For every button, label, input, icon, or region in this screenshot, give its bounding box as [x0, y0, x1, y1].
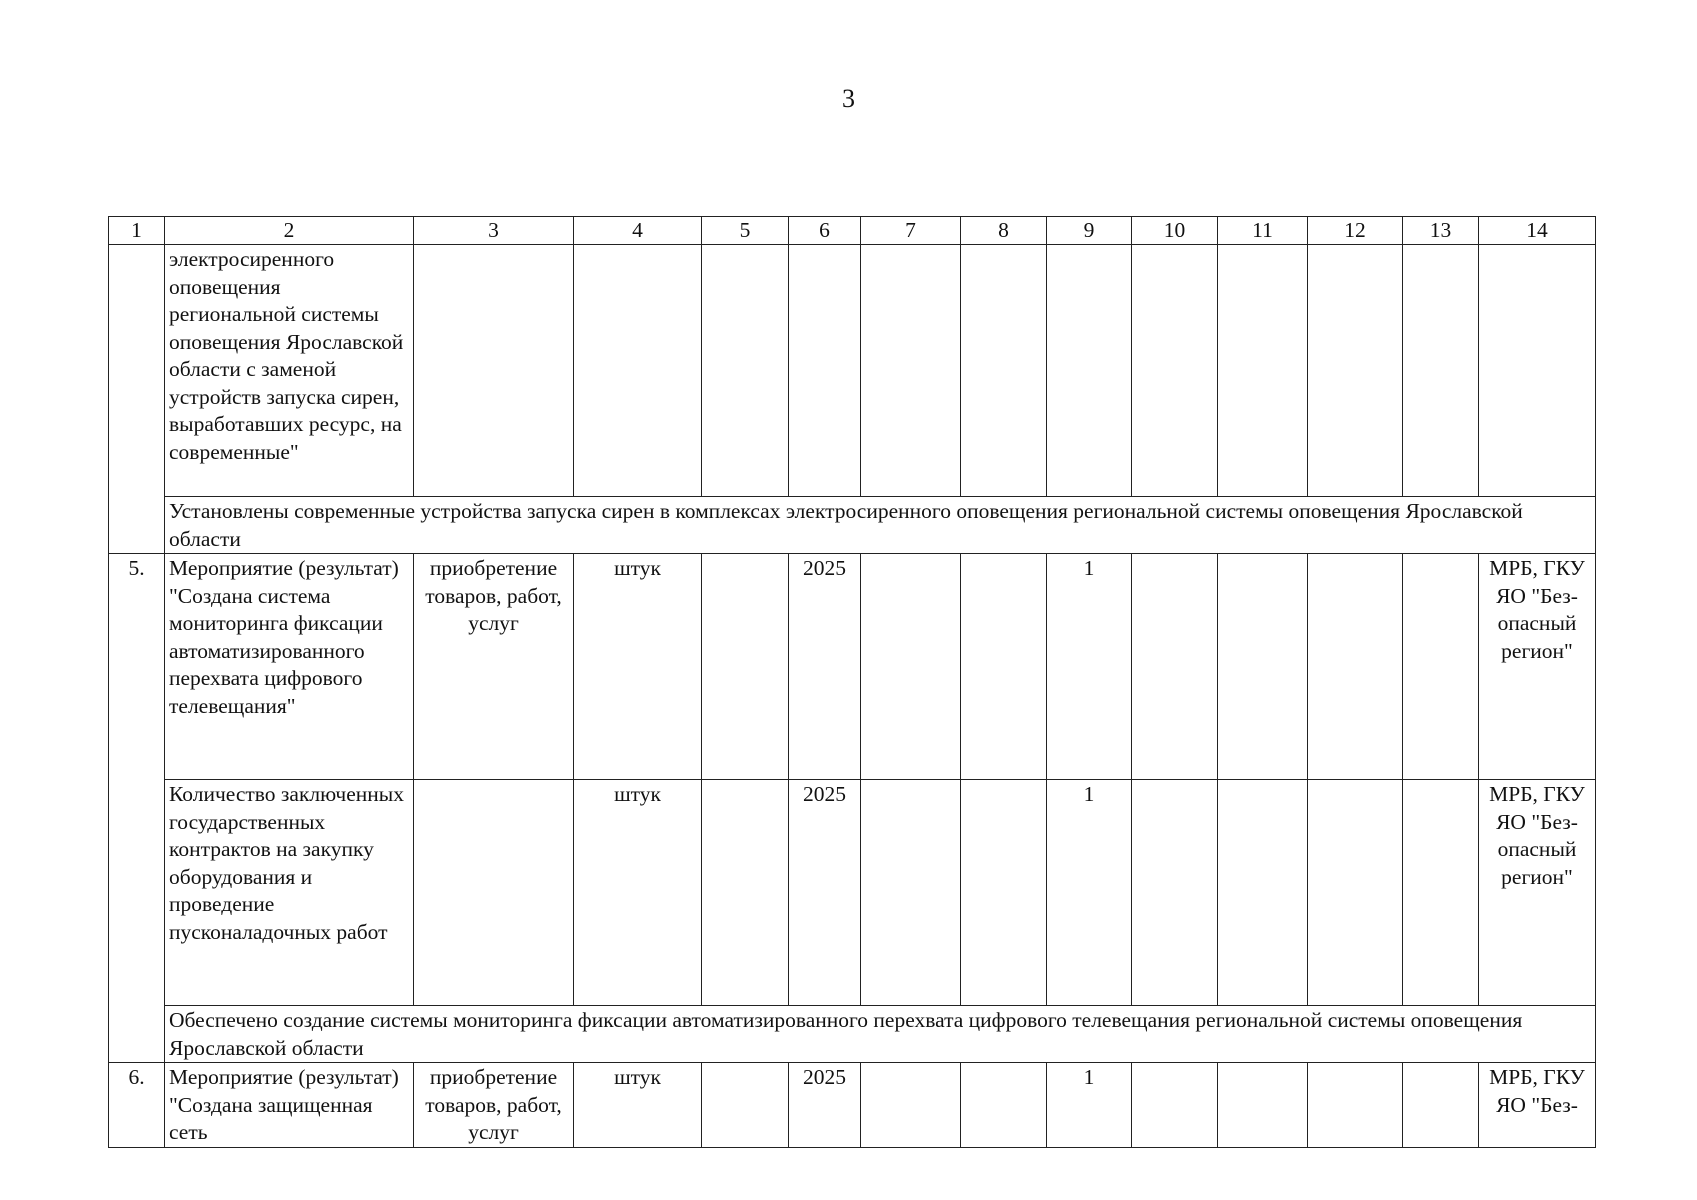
item-unit: штук [574, 1063, 702, 1148]
empty-cell [1403, 780, 1479, 1006]
empty-cell [1218, 245, 1308, 497]
empty-cell [1218, 1063, 1308, 1148]
empty-cell [702, 554, 789, 780]
indicator-name: Количество заключенных государственных контрактов на закупку оборудования и проведение пусконаладочных работ [165, 780, 414, 1006]
header-cell: 4 [574, 217, 702, 245]
indicator-responsible: МРБ, ГКУ ЯО "Без-опасный регион" [1479, 780, 1596, 1006]
item-name: Мероприятие (результат) "Создана система мониторинга фиксации автоматизированного перехвата цифрового телевещания" [165, 554, 414, 780]
empty-cell [1308, 245, 1403, 497]
empty-cell [861, 245, 961, 497]
indicator-value: 1 [1047, 780, 1132, 1006]
header-cell: 8 [961, 217, 1047, 245]
plan-table [108, 216, 1596, 1148]
header-cell: 5 [702, 217, 789, 245]
result-row [109, 1006, 1596, 1063]
result-text: Установлены современные устройства запуска сирен в комплексах электросиренного оповещения региональной системы оповещения Ярославской области [165, 497, 1596, 554]
empty-cell [789, 245, 861, 497]
header-cell: 2 [165, 217, 414, 245]
item-value: 1 [1047, 554, 1132, 780]
empty-cell [1047, 245, 1132, 497]
result-text: Обеспечено создание системы мониторинга фиксации автоматизированного перехвата цифрового телевещания региональной системы оповещения Ярославской области [165, 1006, 1596, 1063]
indicator-year: 2025 [789, 780, 861, 1006]
empty-cell [961, 554, 1047, 780]
header-cell: 9 [1047, 217, 1132, 245]
empty-cell [1308, 1063, 1403, 1148]
empty-cell [702, 780, 789, 1006]
empty-cell [961, 245, 1047, 497]
item-value: 1 [1047, 1063, 1132, 1148]
item-year: 2025 [789, 1063, 861, 1148]
empty-cell [961, 1063, 1047, 1148]
empty-cell [1218, 554, 1308, 780]
empty-cell [961, 780, 1047, 1006]
item-responsible: МРБ, ГКУ ЯО "Без-опасный регион" [1479, 554, 1596, 780]
header-cell: 1 [109, 217, 165, 245]
header-row [109, 217, 1596, 245]
empty-cell [1403, 1063, 1479, 1148]
num-cell [109, 245, 165, 554]
header-cell: 3 [414, 217, 574, 245]
empty-cell [1479, 245, 1596, 497]
empty-cell [861, 554, 961, 780]
empty-cell [1308, 780, 1403, 1006]
table-row-indicator-5 [109, 780, 1596, 1006]
header-cell: 12 [1308, 217, 1403, 245]
item-name: Мероприятие (результат) "Создана защищенная сеть [165, 1063, 414, 1148]
table-row-continuation [109, 245, 1596, 497]
table-row-item-5 [109, 554, 1596, 780]
empty-cell [574, 245, 702, 497]
empty-cell [1403, 554, 1479, 780]
empty-cell [414, 780, 574, 1006]
name-cell: электросиренного оповещения региональной системы оповещения Ярославской области с заменой устройств запуска сирен, выработавших ресурс, на современные" [165, 245, 414, 497]
empty-cell [1403, 245, 1479, 497]
header-cell: 10 [1132, 217, 1218, 245]
result-row [109, 497, 1596, 554]
header-cell: 11 [1218, 217, 1308, 245]
item-type: приобретение товаров, работ, услуг [414, 1063, 574, 1148]
header-cell: 14 [1479, 217, 1596, 245]
item-type: приобретение товаров, работ, услуг [414, 554, 574, 780]
header-cell: 7 [861, 217, 961, 245]
header-cell: 13 [1403, 217, 1479, 245]
empty-cell [414, 245, 574, 497]
item-year: 2025 [789, 554, 861, 780]
item-unit: штук [574, 554, 702, 780]
item-number: 6. [109, 1063, 165, 1148]
empty-cell [1132, 1063, 1218, 1148]
empty-cell [1132, 554, 1218, 780]
empty-cell [702, 1063, 789, 1148]
item-responsible: МРБ, ГКУ ЯО "Без- [1479, 1063, 1596, 1148]
page-number: 3 [842, 84, 855, 113]
header-cell: 6 [789, 217, 861, 245]
empty-cell [861, 780, 961, 1006]
empty-cell [861, 1063, 961, 1148]
empty-cell [1308, 554, 1403, 780]
empty-cell [1132, 780, 1218, 1006]
item-number: 5. [109, 554, 165, 1063]
empty-cell [702, 245, 789, 497]
table-row-item-6 [109, 1063, 1596, 1148]
indicator-unit: штук [574, 780, 702, 1006]
empty-cell [1132, 245, 1218, 497]
empty-cell [1218, 780, 1308, 1006]
